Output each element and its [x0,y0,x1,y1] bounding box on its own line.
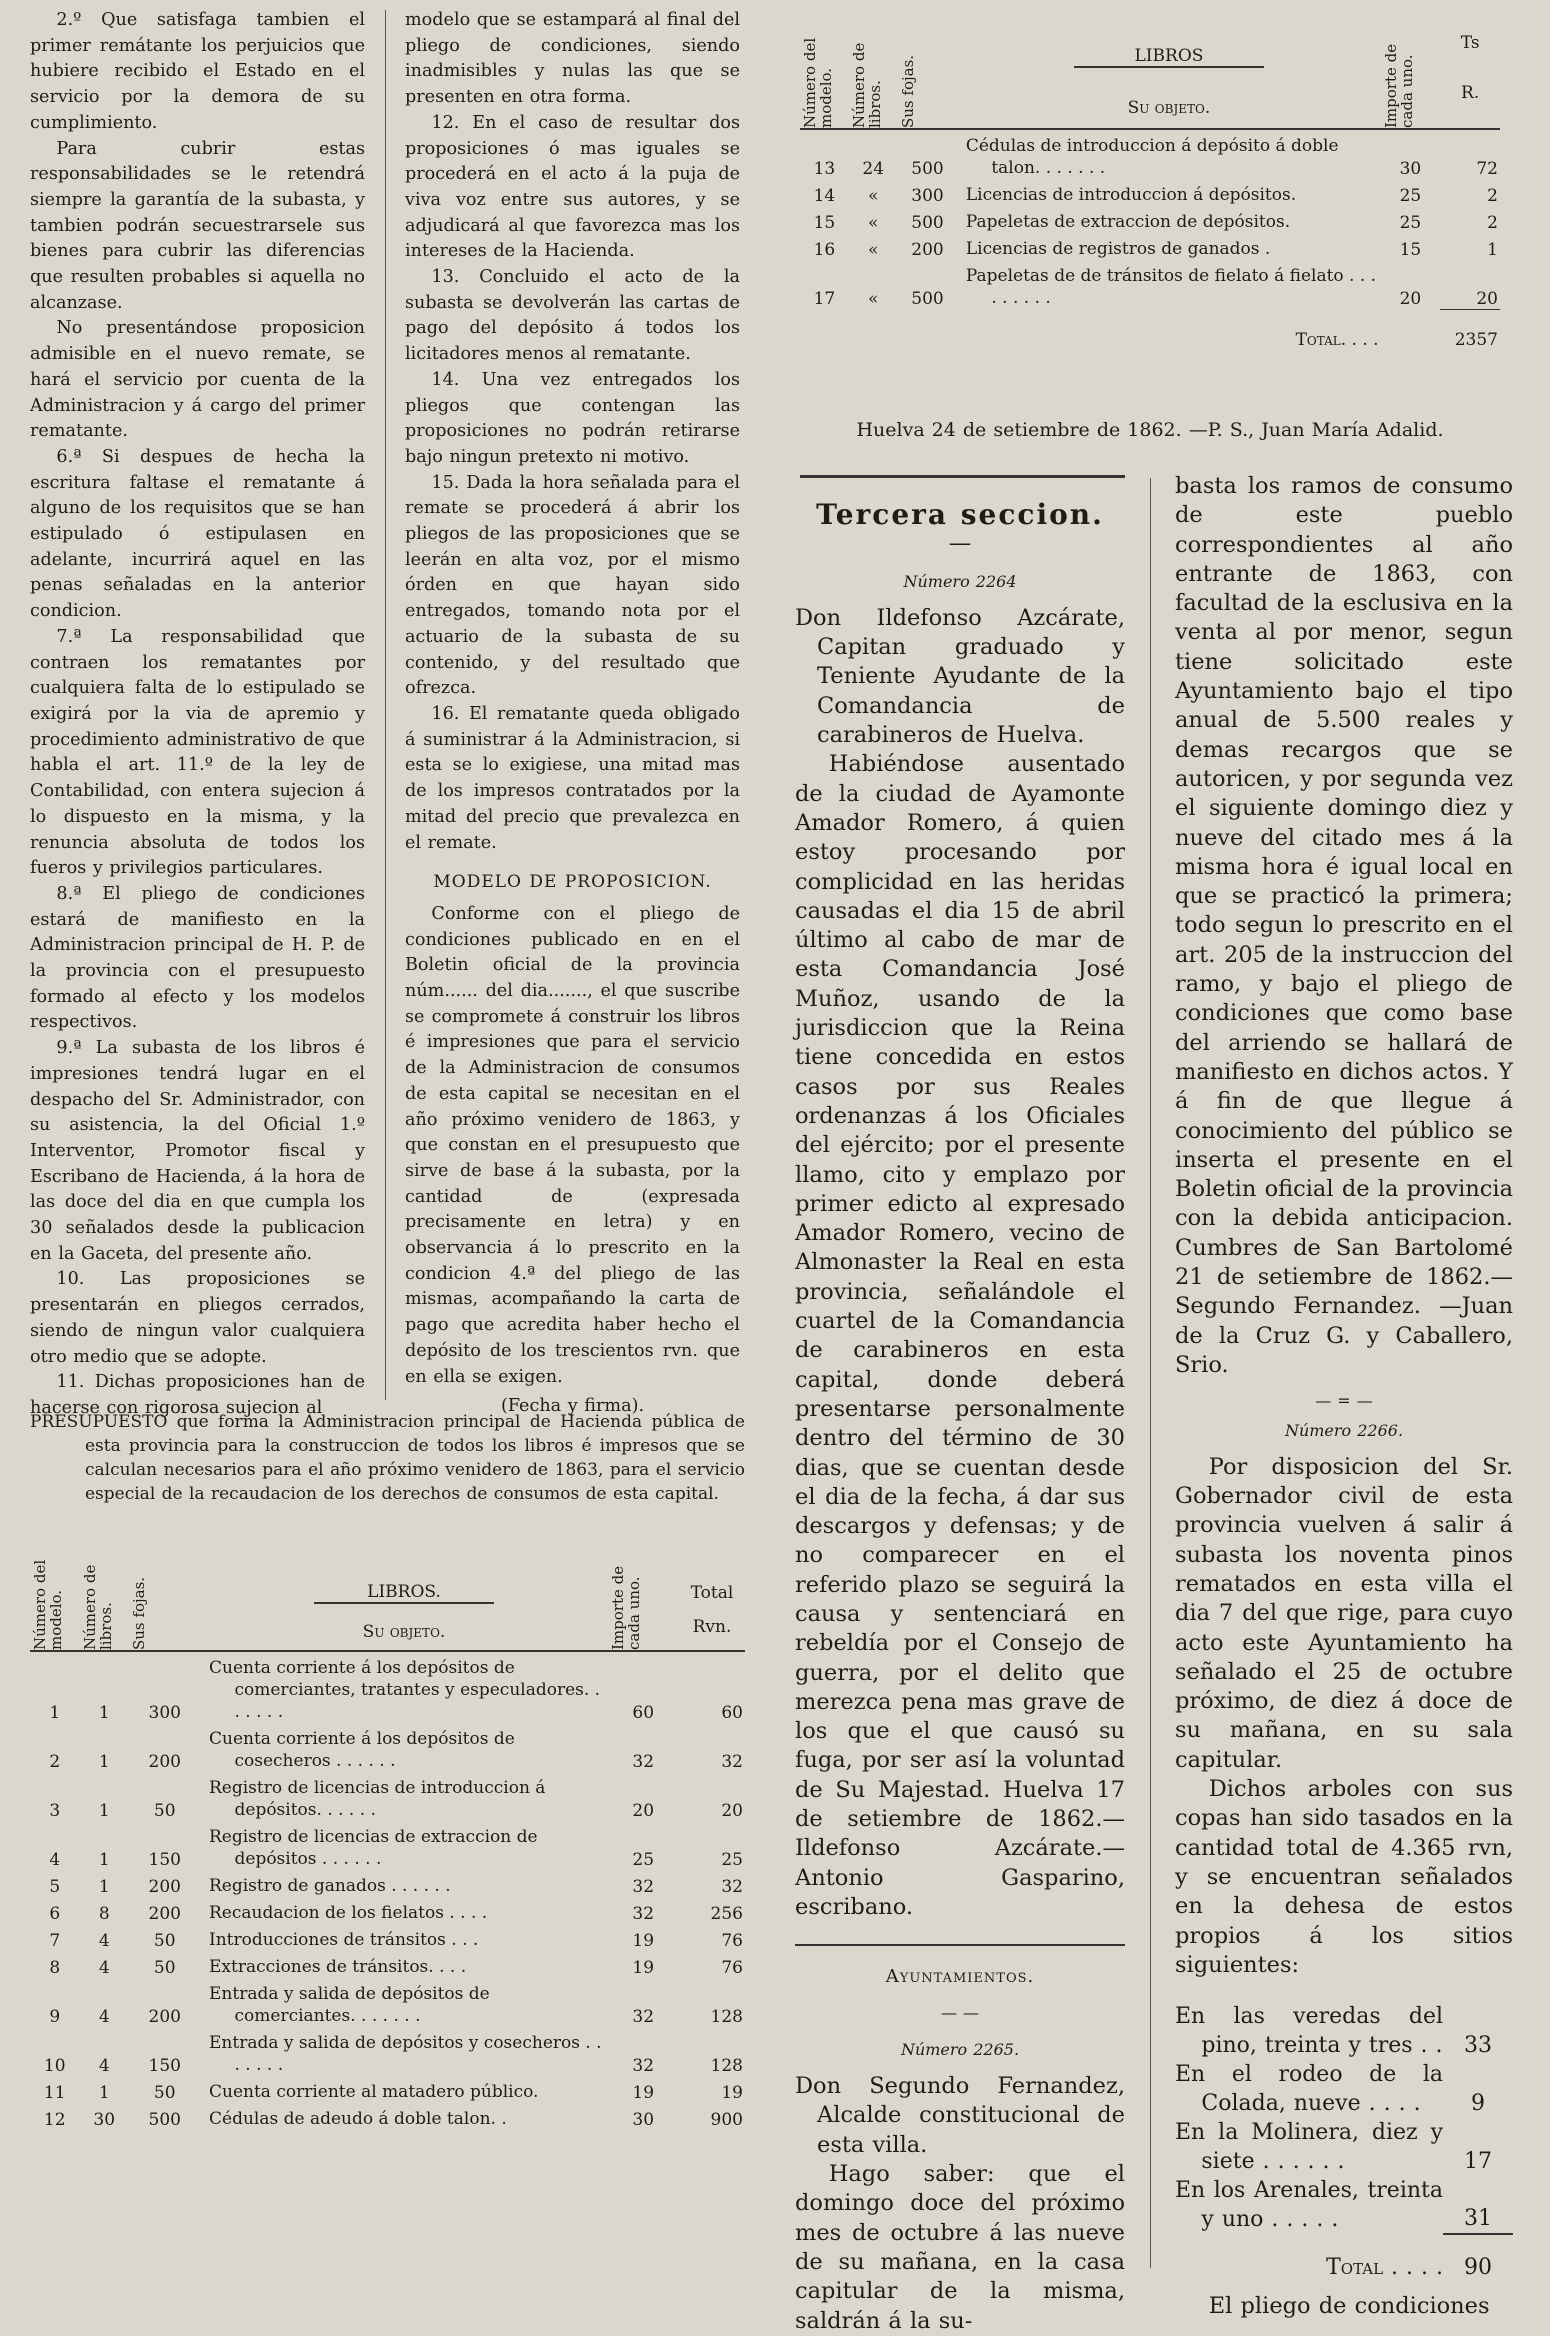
cell-numero-libros: 8 [98,1904,110,1924]
cell-objeto: Entrada y salida de depósitos y cosecheros . . . . . . . [209,2033,602,2075]
sitio-label: En los Arenales, treinta y uno . . . . . [1175,2178,1443,2233]
table-body [30,1651,745,2130]
cell-numero-modelo: 5 [49,1877,61,1897]
separator: — — [940,2002,980,2022]
section-rule [795,1944,1125,1946]
presupuesto-heading [30,1410,745,1506]
cell-fojas: 150 [148,1850,181,1870]
cell-importe: 30 [1399,159,1422,179]
cell-fojas: 300 [148,1703,181,1723]
cell-importe: 20 [632,1801,655,1821]
cell-importe: 32 [632,1877,655,1897]
cell-importe: 20 [1399,289,1422,309]
cell-total: 1 [1487,240,1498,260]
table-row [30,2103,745,2130]
column-divider [1150,478,1151,2268]
sitio-label: En la Molinera, diez y siete . . . . . . [1175,2120,1443,2175]
presupuesto-text: PRESUPUESTO que forma la Administracion principal de Hacienda pública de esta provincia para la construccion de todos los libros é impresos que se calculan necesarios para el año próximo venidero de 1863, para el servicio especial de la recaudacion de los derechos de consumos de esta capital. [30,1412,745,1504]
cell-total: 60 [721,1703,743,1723]
cell-total: 32 [721,1752,743,1772]
cell-importe: 19 [632,1958,655,1978]
numero-2264: Número 2264 [903,571,1017,591]
cell-numero-libros: 4 [98,1931,110,1951]
cell-objeto: Cédulas de introduccion á depósito á doble talon. . . . . . . [965,136,1339,178]
cell-objeto: Introducciones de tránsitos . . . [209,1930,479,1950]
cell-numero-modelo: 12 [43,2110,66,2130]
cell-total: 20 [1476,288,1498,309]
cell-numero-libros: « [868,289,879,309]
cell-fojas: 200 [148,1752,181,1772]
cell-importe: 32 [632,2056,655,2076]
header-rvn: R. [1461,83,1480,103]
header-numero-libros: Número de libros. [80,1564,115,1650]
header-libros: LIBROS [1074,46,1264,68]
cell-total: 256 [710,1904,743,1924]
section-rule [800,475,1125,478]
modelo-title: MODELO DE PROPOSICION. [433,872,712,893]
cell-fojas: 200 [911,240,944,260]
cell-numero-libros: 1 [98,1801,110,1821]
numero-2265: Número 2265. [900,2039,1020,2059]
cell-objeto: Cuenta corriente al matadero público. [209,2082,539,2102]
header-numero-modelo: Número del modelo. [801,37,835,128]
paragraph: 9.ª La subasta de los libros é impresiones tendrá lugar en el despacho del Sr. Administrador, con su asistencia, la del Oficial 1.º Interventor, Promotor fiscal y Escribano de Hacienda, á la hora de las doce del dia en que cumpla los 30 señalados desde la publicacion en la Gaceta, del presente año. [30,1038,365,1264]
paragraph: 6.ª Si despues de hecha la escritura faltase el rematante á alguno de los requisitos que se han estipulado ó estipulasen en adelante, incurrirá aquel en las penas señaladas en la anterior condicion. [30,446,365,622]
table-row [30,1723,745,1772]
cell-importe: 25 [1399,186,1422,206]
cell-numero-libros: « [868,186,879,206]
cell-numero-modelo: 8 [49,1958,61,1978]
cell-total: 128 [710,2056,743,2076]
paragraph: 14. Una vez entregados los pliegos que contengan las proposiciones no podrán retirarse bajo ningun pretexto ni motivo. [405,369,740,467]
cell-numero-libros: 1 [98,1752,110,1772]
cell-objeto: Entrada y salida de depósitos de comerciantes. . . . . . . [209,1984,490,2026]
paragraph: modelo que se estampará al final del pliego de condiciones, siendo inadmisibles y nulas las que se presenten en otra forma. [405,10,740,108]
cell-numero-libros: « [868,240,879,260]
presupuesto-table-cont [800,8,1500,350]
table-row [800,206,1500,233]
cell-objeto: Extracciones de tránsitos. . . . [209,1957,467,1977]
paragraph: basta los ramos de consumo de este pueblo correspondientes al año entrante de 1863, con facultad de la esclusiva en la venta al por menor, segun tiene solicitado este Ayuntamiento bajo el tipo anual de 5.500 reales y demas recargos que se autoricen, y por segunda vez el siguiente domingo diez y nueve del citado mes á la misma hora é igual local en que se practicó la primera; todo segun lo prescrito en el art. 205 de la instruccion del ramo, y bajo el pliego de condiciones que como base del arriendo se hallará de manifiesto en dichos actos. Y á fin de que llegue á conocimiento del público se inserta el presente en el Boletin oficial de la provincia con la debida anticipacion. Cumbres de San Bartolomé 21 de setiembre de 1862.—Segundo Fernandez. —Juan de la Cruz G. y Caballero, Srio. [1175,473,1513,1378]
cell-objeto: Registro de licencias de extraccion de depósitos . . . . . . [209,1827,538,1869]
cell-objeto: Licencias de introduccion á depósitos. [965,185,1297,205]
paragraph: 16. El rematante queda obligado á suministrar á la Administracion, si esta se lo exigiese, una mitad mas de los impresos contratados por la mitad del precio que prevalezca en el remate. [405,703,740,853]
cell-total: 20 [721,1801,743,1821]
table-row [800,260,1500,309]
header-importe: Importe de cada uno. [1381,43,1416,128]
header-su-objeto: Su objeto. [1127,98,1211,118]
cell-objeto: Recaudacion de los fielatos . . . . [209,1903,488,1923]
header-total: Ts [1460,33,1480,53]
sitios-table [1175,2002,1513,2282]
separator: — = — [1315,1391,1373,1411]
cell-numero-modelo: 4 [49,1850,61,1870]
separator: — [948,530,972,557]
cell-numero-libros: 4 [98,2056,110,2076]
table-row [30,1897,745,1924]
cell-numero-modelo: 9 [49,2007,61,2027]
list-item [1175,2118,1513,2176]
table-row [30,1951,745,1978]
cell-numero-modelo: 6 [49,1904,61,1924]
sitios-total-label: Total . . . . [1326,2255,1443,2281]
cell-objeto: Papeletas de de tránsitos de fielato á fielato . . . . . . . . . [965,266,1377,308]
list-item [1175,2060,1513,2118]
sitio-value: 17 [1464,2149,1492,2175]
cell-total: 25 [721,1850,743,1870]
cell-numero-modelo: 3 [49,1801,61,1821]
modelo-text: Conforme con el pliego de condiciones publicado en en el Boletin oficial de la provincia núm...... del dia......., el que suscribe se compromete á construir los libros é impresiones que para el servicio de la Administracion de consumos de esta capital se necesitan en el año próximo venidero de 1863, y que constan en el presupuesto que sirve de base á la subasta, por la cantidad de (expresada precisamente en letra) y en observancia á lo prescrito en la condicion 4.ª del pliego de las mismas, acompañando la carta de pago que acredita haber hecho el depósito de los trescientos rvn. que en ella se exigen. [405,903,740,1387]
header-numero-libros: Número de libros. [849,42,884,128]
cell-numero-modelo: 13 [813,159,836,179]
header-numero-modelo: Número del modelo. [31,1559,65,1650]
header-rvn: Rvn. [692,1617,732,1637]
paragraph: Por disposicion del Sr. Gobernador civil de esta provincia vuelven á salir á subasta los noventa pinos rematados en esta villa el dia 7 del que rige, para cuyo acto este Ayuntamiento ha señalado el 25 de octubre próximo, de diez á doce de su mañana, en su sala capitular. [1175,1453,1513,1773]
column-divider [385,10,386,1400]
cell-total: 2 [1487,186,1498,206]
cell-importe: 19 [632,2083,655,2103]
header-libros: LIBROS. [314,1582,494,1604]
paragraph: 12. En el caso de resultar dos proposiciones ó mas iguales se procederá en el acto á la puja de viva voz entre sus autores, y se adjudicará al que favorezca mas los intereses de la Hacienda. [405,112,740,262]
cell-fojas: 150 [148,2056,181,2076]
cell-total: 2 [1487,213,1498,233]
cell-total: 72 [1476,159,1498,179]
paragraph: 7.ª La responsabilidad que contraen los rematantes por cualquiera falta de lo estipulado se exigirá por la via de apremio y procedimiento administrativo de que habla el art. 11.º de la ley de Contabilidad, con entera sujecion á lo dispuesto en la misma, y la renuncia absoluta de todos los fueros y privilegios particulares. [30,626,365,879]
sitios-total: 90 [1443,2234,1513,2282]
cell-importe: 60 [632,1703,655,1723]
header-total: Total [690,1583,734,1603]
cell-total: 32 [721,1877,743,1897]
cell-numero-modelo: 7 [49,1931,61,1951]
ayuntamientos-title: Ayuntamientos. [885,1966,1035,1988]
paragraph: 11. Dichas proposiciones han de hacerse con rigorosa sujecion al [30,1372,365,1418]
cell-fojas: 200 [148,2007,181,2027]
cell-fojas: 500 [148,2110,181,2130]
list-item [1175,2176,1513,2234]
cell-numero-libros: 1 [98,1703,110,1723]
cell-fojas: 200 [148,1904,181,1924]
paragraph: 10. Las proposiciones se presentarán en pliegos cerrados, siendo de ningun valor cualquiera otro medio que se adopte. [30,1269,365,1367]
paragraph: Dichos arboles con sus copas han sido tasados en la cantidad total de 4.365 rvn, y se encuentran señalados en la dehesa de estos propios á los sitios siguientes: [1175,1776,1513,1978]
cell-fojas: 300 [911,186,944,206]
cell-fojas: 50 [153,1801,176,1821]
cell-importe: 32 [632,1904,655,1924]
paragraph: 8.ª El pliego de condiciones estará de manifiesto en la Administracion principal de H. P. de la provincia con el presupuesto formado al efecto y los modelos respectivos. [30,883,365,1033]
cell-importe: 25 [632,1850,655,1870]
header-su-objeto: Su objeto. [362,1622,446,1642]
cell-objeto: Licencias de registros de ganados . [965,239,1271,259]
cell-total: 900 [710,2110,743,2130]
cell-fojas: 50 [153,2083,176,2103]
table-row [30,2076,745,2103]
cell-objeto: Cédulas de adeudo á doble talon. . [209,2109,507,2129]
paragraph: 13. Concluido el acto de la subasta se devolverán las cartas de pago del depósito á todos los licitadores menos al rematante. [405,267,740,365]
table-row [30,1870,745,1897]
paragraph: El pliego de condiciones [1208,2293,1490,2320]
cell-numero-modelo: 17 [813,289,836,309]
sitio-label: En el rodeo de la Colada, nueve . . . . [1175,2062,1443,2117]
section-title: Tercera seccion. [816,498,1104,531]
cell-objeto: Registro de licencias de introduccion á depósitos. . . . . . [209,1778,546,1820]
cell-numero-modelo: 16 [813,240,836,260]
cell-numero-libros: 1 [98,1850,110,1870]
cell-fojas: 50 [153,1931,176,1951]
cell-numero-modelo: 1 [49,1703,61,1723]
cell-total: 19 [721,2083,743,2103]
table-row [800,179,1500,206]
cell-fojas: 50 [153,1958,176,1978]
cell-importe: 30 [632,2110,655,2130]
cell-numero-libros: 4 [98,2007,110,2027]
azcarate-title: Don Ildefonso Azcárate, Capitan graduado y Teniente Ayudante de la Comandancia de carabineros de Huelva. [795,604,1125,749]
list-item [1175,2002,1513,2060]
table-row [30,1978,745,2027]
paragraph: Para cubrir estas responsabilidades se le retendrá siempre la garantía de la subasta, y tambien podrán secuestrarsele sus bienes para cubrir las diferencias que resulten probables si aquella no alcanzase. [30,138,365,313]
header-importe: Importe de cada uno. [608,1565,643,1650]
total-value: 2357 [1440,309,1500,350]
cell-numero-libros: 4 [98,1958,110,1978]
table-row [800,129,1500,179]
numero-2266: Número 2266. [1284,1420,1404,1440]
cell-objeto: Registro de ganados . . . . . . [209,1876,451,1896]
column-4 [795,490,1125,2336]
cell-importe: 32 [632,2007,655,2027]
fernandez-title: Don Segundo Fernandez, Alcalde constitucional de esta villa. [795,2073,1125,2158]
cell-fojas: 500 [911,213,944,233]
cell-numero-libros: 24 [862,159,885,179]
huelva-signature: Huelva 24 de setiembre de 1862. —P. S., Juan María Adalid. [856,419,1444,441]
paragraph: 2.º Que satisfaga tambien el primer remátante los perjuicios que hubiere recibido el Estado en el servicio por la demora de su cumplimiento. [30,10,365,133]
sitio-value: 31 [1464,2206,1492,2232]
header-sus-fojas: Sus fojas. [898,54,917,128]
cell-importe: 15 [1399,240,1422,260]
modelo-sign: (Fecha y firma). [500,1396,645,1417]
cell-objeto: Papeletas de extraccion de depósitos. [965,212,1291,232]
table-row [30,1651,745,1723]
table-row [30,1924,745,1951]
azcarate-body: Habiéndose ausentado de la ciudad de Ayamonte Amador Romero, á quien estoy procesando por complicidad en las heridas causadas el dia 15 de abril último al cabo de mar de esta Comandancia José Muñoz, usando de la jurisdiccion que la Reina tiene concedida en estos casos por sus Reales ordenanzas á los Oficiales del ejército; por el presente llamo, cito y emplazo por primer edicto al expresado Amador Romero, vecino de Almonaster la Real en esta provincia, señalándole el cuartel de la Comandancia de carabineros en esta capital, donde deberá presentarse personalmente dentro del término de 30 dias, que se cuentan desde el dia de la fecha, á dar sus descargos y defensas; y de no comparecer en el referido plazo se seguirá la causa y sentenciará en rebeldía por el Consejo de guerra, por el delito que merezca pena mas grave de los que el que causó su fuga, por ser así la voluntad de Su Majestad. Huelva 17 de setiembre de 1862.— Ildefonso Azcárate.—Antonio Gasparino, escribano. [795,751,1125,1920]
cell-numero-libros: « [868,213,879,233]
sitio-value: 9 [1471,2091,1485,2117]
cell-numero-modelo: 10 [43,2056,66,2076]
paragraph: No presentándose proposicion admisible en el nuevo remate, se hará el servicio por cuenta de la Administracion y á cargo del primer rematante. [30,318,365,442]
cell-importe: 19 [632,1931,655,1951]
cell-numero-libros: 1 [98,2083,110,2103]
header-sus-fojas: Sus fojas. [130,1576,148,1650]
sitio-label: En las veredas del pino, treinta y tres . . [1175,2004,1443,2059]
column-5 [1175,472,1513,2321]
cell-numero-libros: 30 [93,2110,116,2130]
cell-total: 128 [710,2007,743,2027]
cell-objeto: Cuenta corriente á los depósitos de comerciantes, tratantes y especuladores. . . . . . . [209,1658,601,1722]
sitio-value: 33 [1464,2033,1492,2059]
cell-importe: 32 [632,1752,655,1772]
table-row [800,233,1500,260]
cell-numero-libros: 1 [98,1877,110,1897]
cell-numero-modelo: 11 [43,2083,66,2103]
table-row [30,2027,745,2076]
total-label: Total. . . . [1295,329,1379,350]
paragraph: 15. Dada la hora señalada para el remate se procederá á abrir los pliegos de las proposiciones que se leerán en alta voz, por el mismo órden en que hayan sido entregados, tomando nota por el actuario de la subasta de su contenido, y del resultado que ofrezca. [405,472,740,699]
cell-fojas: 500 [911,159,944,179]
cell-total: 76 [721,1931,743,1951]
table-row [30,1821,745,1870]
cell-fojas: 500 [911,289,944,309]
presupuesto-table [30,1550,745,2130]
cell-total: 76 [721,1958,743,1978]
cell-numero-modelo: 2 [49,1752,61,1772]
cell-importe: 25 [1399,213,1422,233]
fernandez-body: Hago saber: que el domingo doce del próximo mes de octubre á las nueve de su mañana, en la casa capitular de la misma, saldrán á la su- [795,2161,1125,2334]
cell-fojas: 200 [148,1877,181,1897]
table-row [30,1772,745,1821]
column-1 [30,8,365,1422]
cell-numero-modelo: 14 [813,186,836,206]
cell-numero-modelo: 15 [813,213,836,233]
table-body [800,129,1500,309]
cell-objeto: Cuenta corriente á los depósitos de cosecheros . . . . . . [209,1729,515,1771]
column-2 [405,8,740,1420]
